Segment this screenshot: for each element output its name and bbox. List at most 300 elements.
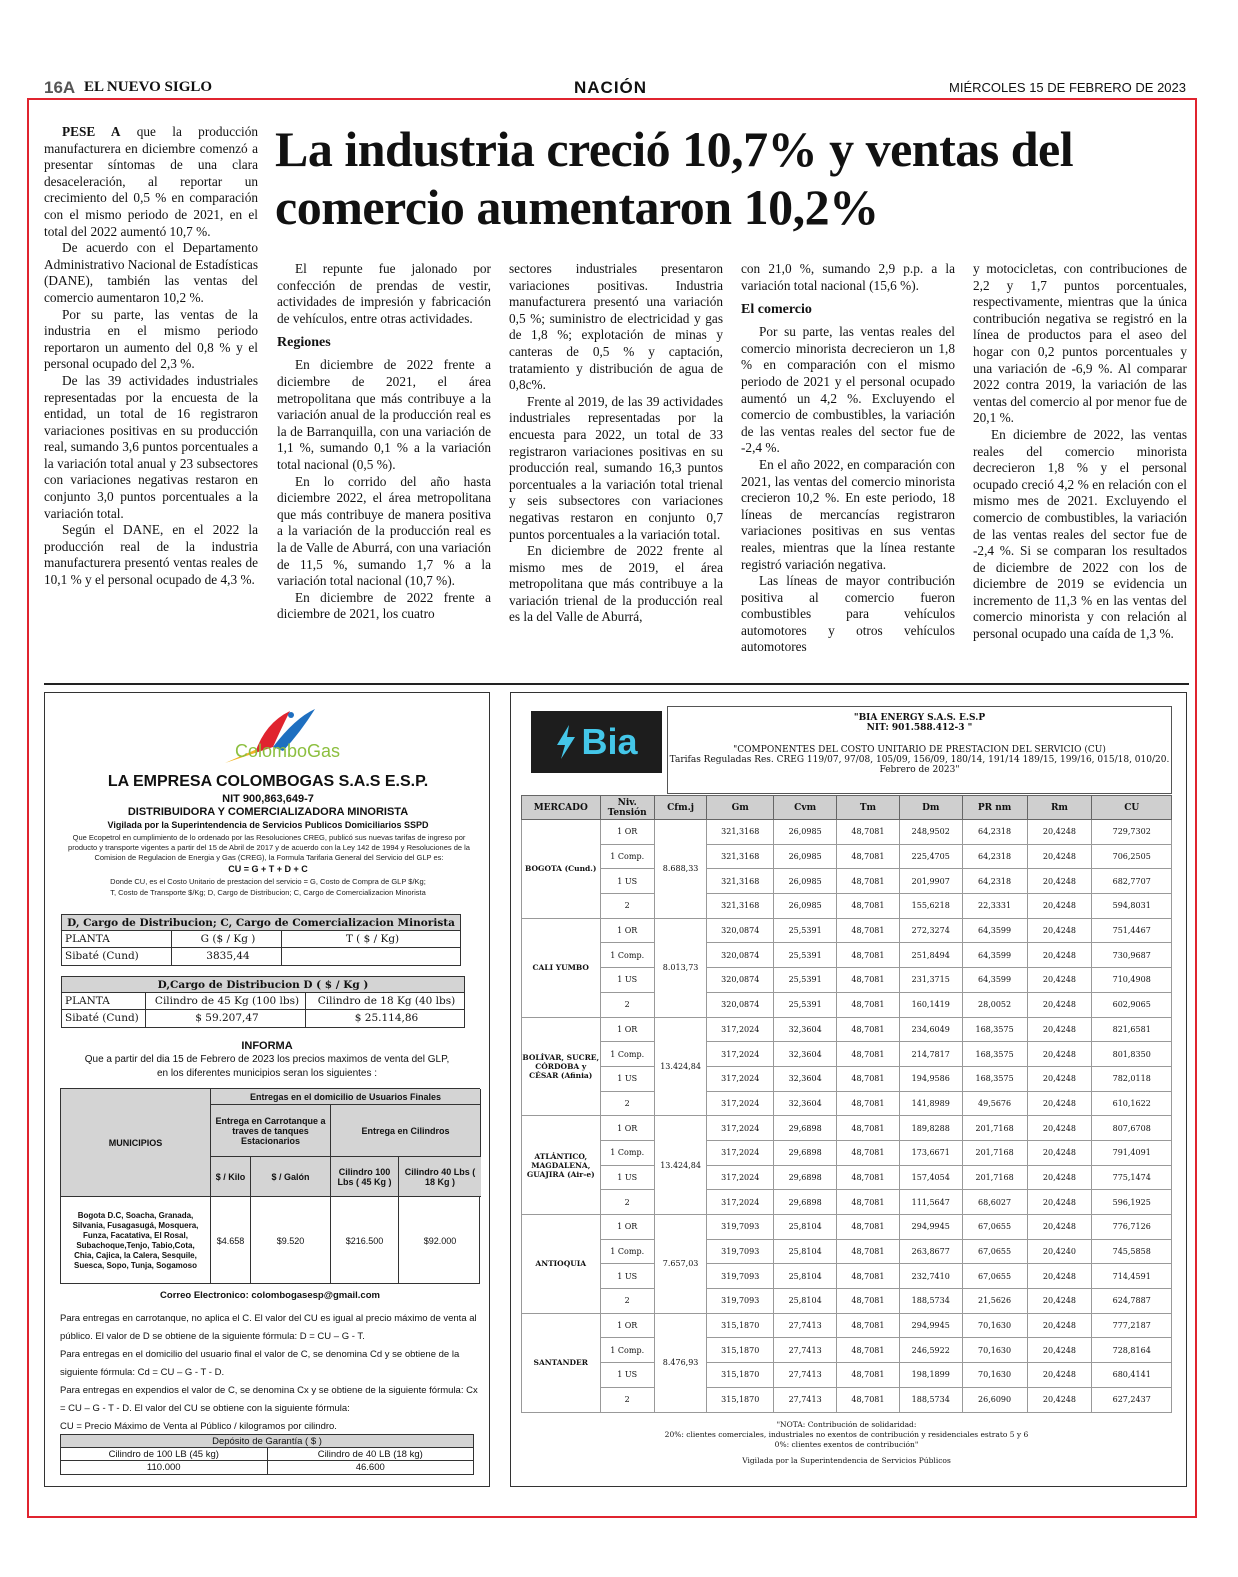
table-cell: 20,4248 bbox=[1027, 943, 1092, 968]
masthead bbox=[44, 78, 1194, 100]
table-row: Sibaté (Cund) 3835,44 bbox=[62, 948, 460, 965]
table-cell: 321,3168 bbox=[707, 844, 774, 869]
header-kilo: $ / Kilo bbox=[211, 1157, 251, 1197]
table-cell: 64,2318 bbox=[962, 820, 1027, 845]
table-cell: 198,1899 bbox=[899, 1363, 962, 1388]
table-cell: 48,7081 bbox=[837, 992, 900, 1017]
table-cell: 48,7081 bbox=[837, 844, 900, 869]
table-row bbox=[522, 1066, 1172, 1091]
table-row bbox=[522, 1091, 1172, 1116]
article-column-1 bbox=[44, 124, 258, 589]
company-type: DISTRIBUIDORA Y COMERCIALIZADORA MINORISTA bbox=[127, 806, 409, 818]
price-cilindro-40: $92.000 bbox=[423, 1235, 457, 1246]
table-cell: 319,7093 bbox=[707, 1215, 774, 1240]
table-cell: 610,1622 bbox=[1092, 1091, 1172, 1116]
voltage-level: 1 OR bbox=[600, 1215, 654, 1240]
table-row: 110.000 46.600 bbox=[61, 1461, 473, 1474]
paragraph: Frente al 2019, de las 39 actividades industriales representadas por la encuesta para 2022, un total de 33 registraron variaciones positivas en su producción real, sumando 16,3 puntos porcentuales a la variación total trienal y seis subsectores con variaciones negativas restaron en conjunto 0,7 puntos porcentuales a la variación total. bbox=[509, 393, 723, 542]
table-cell: 48,7081 bbox=[837, 1017, 900, 1042]
bia-company: "BIA ENERGY S.A.S. E.S.P bbox=[853, 713, 986, 723]
table-cell: 168,3575 bbox=[962, 1042, 1027, 1067]
table-cell: 20,4248 bbox=[1027, 918, 1092, 943]
table-cell: 20,4248 bbox=[1027, 1116, 1092, 1141]
table-title: D,Cargo de Distribucion D ( $ / Kg ) bbox=[62, 977, 464, 993]
table-cell: 28,0052 bbox=[962, 992, 1027, 1017]
table-cell: 48,7081 bbox=[837, 943, 900, 968]
table-cell: 25,8104 bbox=[774, 1264, 837, 1289]
table-cell: 168,3575 bbox=[962, 1066, 1027, 1091]
subheading-regiones: Regiones bbox=[277, 335, 331, 351]
voltage-level: 2 bbox=[600, 894, 654, 919]
voltage-level: 2 bbox=[600, 992, 654, 1017]
table-cell: 317,2024 bbox=[707, 1140, 774, 1165]
voltage-level: 1 US bbox=[600, 869, 654, 894]
note: Para entregas en carrotanque, no aplica el C. El valor del CU es igual al precio máximo de venta al público. El valor de D se obtiene de la siguiente fórmula: D = CU – G - T. bbox=[60, 1313, 477, 1342]
table-cell: 188,5734 bbox=[899, 1289, 962, 1314]
table-cell: 728,8164 bbox=[1092, 1338, 1172, 1363]
vigilada-text: Vigilada por la Superintendencia de Servicios Publicos Domiciliarios SSPD bbox=[107, 820, 429, 830]
table-cell: 48,7081 bbox=[837, 820, 900, 845]
table-cell: 111,5647 bbox=[899, 1190, 962, 1215]
table-cell: 21,5626 bbox=[962, 1289, 1027, 1314]
informa-title: INFORMA bbox=[241, 1040, 293, 1052]
table-cell: 20,4248 bbox=[1027, 1066, 1092, 1091]
colombogas-logo bbox=[195, 703, 375, 765]
table-cell: 201,9907 bbox=[899, 869, 962, 894]
article-headline: La industria creció 10,7% y ventas del comercio aumentaron 10,2% bbox=[275, 121, 1074, 235]
tariff-formula: CU = G + T + D + C bbox=[228, 864, 308, 874]
table-cell: 48,7081 bbox=[837, 1140, 900, 1165]
table-cell: 48,7081 bbox=[837, 1190, 900, 1215]
table-row bbox=[522, 1116, 1172, 1141]
table-cell: 729,7302 bbox=[1092, 820, 1172, 845]
table-cell: 214,7817 bbox=[899, 1042, 962, 1067]
paragraph: De acuerdo con el Departamento Administrativo Nacional de Estadísticas (DANE), también las ventas del comercio aumentaron 10,2 %. bbox=[44, 240, 258, 305]
table-cell: 320,0874 bbox=[707, 943, 774, 968]
table-row bbox=[522, 1313, 1172, 1338]
bia-footer bbox=[521, 1420, 1172, 1466]
table-cell: 231,3715 bbox=[899, 968, 962, 993]
table-cell: 317,2024 bbox=[707, 1165, 774, 1190]
table-row bbox=[522, 1215, 1172, 1240]
table-cell: 20,4248 bbox=[1027, 1165, 1092, 1190]
table-cell: 25,5391 bbox=[774, 918, 837, 943]
table-cell: 25,8104 bbox=[774, 1289, 837, 1314]
voltage-level: 1 US bbox=[600, 1165, 654, 1190]
table-cell: 317,2024 bbox=[707, 1017, 774, 1042]
paragraph: En diciembre de 2022 frente al mismo mes de 2019, el área metropolitana que más contribuye a la variación trienal de la producción real es la del Valle de Aburrá, bbox=[509, 543, 723, 625]
table-row bbox=[522, 992, 1172, 1017]
table-cell: 20,4248 bbox=[1027, 968, 1092, 993]
table-cell: 49,5676 bbox=[962, 1091, 1027, 1116]
table-cell: 20,4248 bbox=[1027, 1215, 1092, 1240]
logo-wordmark: ColomboGas bbox=[235, 741, 341, 761]
table-cell: 319,7093 bbox=[707, 1239, 774, 1264]
header-galon: $ / Galón bbox=[251, 1157, 331, 1197]
voltage-level: 1 US bbox=[600, 1363, 654, 1388]
table-cell: 317,2024 bbox=[707, 1116, 774, 1141]
paragraph: Por su parte, las ventas reales del comercio minorista decrecieron un 1,8 % en comparación con el mismo periodo de 2021 y el personal ocupado aumentó un 4,2 %. Excluyendo el comercio de combustibles, la variación de las ventas reales del sector fue de -2,4 %. bbox=[741, 324, 955, 456]
table-cell: 64,3599 bbox=[962, 968, 1027, 993]
table-cell: 225,4705 bbox=[899, 844, 962, 869]
header-cilindros: Entrega en Cilindros bbox=[331, 1105, 481, 1157]
table-cell: 25,8104 bbox=[774, 1215, 837, 1240]
table-cell: 48,7081 bbox=[837, 1313, 900, 1338]
article-column-5 bbox=[973, 261, 1187, 643]
table-row bbox=[522, 1289, 1172, 1314]
table-cell: 20,4248 bbox=[1027, 1387, 1092, 1412]
market-name: BOGOTA (Cund.) bbox=[522, 820, 601, 919]
table-cell: 29,6898 bbox=[774, 1116, 837, 1141]
table-cell: 70,1630 bbox=[962, 1363, 1027, 1388]
voltage-level: 1 US bbox=[600, 1264, 654, 1289]
voltage-level: 1 OR bbox=[600, 918, 654, 943]
table-cell: 168,3575 bbox=[962, 1017, 1027, 1042]
paragraph: con 21,0 %, sumando 2,9 p.p. a la variación total nacional (15,6 %). bbox=[741, 261, 955, 293]
table-cell: 29,6898 bbox=[774, 1190, 837, 1215]
issue-date: MIÉRCOLES 15 DE FEBRERO DE 2023 bbox=[949, 80, 1186, 95]
paragraph: De las 39 actividades industriales representadas por la encuesta de la entidad, un total de 16 registraron variaciones positivas en su producción real, sumando 3,6 puntos porcentuales a la variación total anual y 23 subsectores con variaciones negativas restaron en conjunto 3,0 puntos porcentuales a la variación total. bbox=[44, 372, 258, 521]
table-cell: 251,8494 bbox=[899, 943, 962, 968]
table-cell: 20,4248 bbox=[1027, 844, 1092, 869]
table-cell: 320,0874 bbox=[707, 968, 774, 993]
table-row bbox=[522, 943, 1172, 968]
table-cell: 67,0655 bbox=[962, 1239, 1027, 1264]
table-cell: 317,2024 bbox=[707, 1190, 774, 1215]
section-divider bbox=[44, 683, 1189, 685]
bia-period: Febrero de 2023" bbox=[879, 765, 960, 775]
table-cell: 32,3604 bbox=[774, 1042, 837, 1067]
table-cell: 188,5734 bbox=[899, 1387, 962, 1412]
table-cell: 791,4091 bbox=[1092, 1140, 1172, 1165]
table-cell: 321,3168 bbox=[707, 869, 774, 894]
paragraph: En diciembre de 2022 frente a diciembre de 2021, los cuatro bbox=[277, 589, 491, 622]
table-cell: 26,0985 bbox=[774, 869, 837, 894]
table-cell: 27,7413 bbox=[774, 1313, 837, 1338]
column-header: MERCADO bbox=[522, 796, 601, 820]
table-cell: 317,2024 bbox=[707, 1091, 774, 1116]
table-cell: 20,4248 bbox=[1027, 1091, 1092, 1116]
note: CU = Precio Máximo de Venta al Público / kilogramos por cilindro. bbox=[60, 1421, 337, 1432]
table-cell: 20,4248 bbox=[1027, 1190, 1092, 1215]
table-cell: 48,7081 bbox=[837, 1239, 900, 1264]
table-cell: 315,1870 bbox=[707, 1313, 774, 1338]
bia-note: 20%: clientes comerciales, industriales no exentos de contribución y residenciales estrato 5 y 6 bbox=[664, 1430, 1029, 1439]
table-cell: 194,9586 bbox=[899, 1066, 962, 1091]
table-cell: 48,7081 bbox=[837, 1091, 900, 1116]
table-cell: 64,2318 bbox=[962, 869, 1027, 894]
paragraph: sectores industriales presentaron variaciones positivas. Industria manufacturera presentó una variación 0,5 %; suministro de electricidad y gas de 1,8 %; explotación de minas y canteras de 0,5 % y captación, tratamiento y distribución de agua de 0,8c%. bbox=[509, 261, 723, 393]
table-cell: 246,5922 bbox=[899, 1338, 962, 1363]
table-cell: 25,5391 bbox=[774, 992, 837, 1017]
table-cell: 20,4240 bbox=[1027, 1239, 1092, 1264]
deposit-table bbox=[60, 1434, 474, 1475]
cfm-value: 8.476,93 bbox=[654, 1313, 706, 1412]
table-cell: 48,7081 bbox=[837, 1363, 900, 1388]
contact-email: Correo Electronico: colombogasesp@gmail.com bbox=[160, 1290, 380, 1301]
company-nit: NIT 900,863,649-7 bbox=[222, 793, 314, 805]
market-name: ANTIOQUIA bbox=[522, 1215, 601, 1314]
page-number: 16A bbox=[44, 78, 76, 97]
bia-vigilada: Vigilada por la Superintendencia de Servicios Públicos bbox=[742, 1456, 951, 1465]
bia-subtitle: "COMPONENTES DEL COSTO UNITARIO DE PRESTACION DEL SERVICIO (CU) bbox=[733, 745, 1106, 755]
paragraph: Según el DANE, en el 2022 la producción real de la industria manufacturera presentó ventas reales de 10,1 % y el personal ocupado de 4,3 %. bbox=[44, 522, 258, 588]
table-cell: 706,2505 bbox=[1092, 844, 1172, 869]
distribution-charge-table bbox=[61, 914, 461, 966]
table-row bbox=[522, 1239, 1172, 1264]
voltage-level: 1 OR bbox=[600, 1017, 654, 1042]
table-cell: 20,4248 bbox=[1027, 1363, 1092, 1388]
table-row bbox=[522, 918, 1172, 943]
table-cell: 20,4248 bbox=[1027, 992, 1092, 1017]
table-cell: 48,7081 bbox=[837, 1066, 900, 1091]
column-header: CU bbox=[1092, 796, 1172, 820]
table-cell: 319,7093 bbox=[707, 1264, 774, 1289]
table-title: D, Cargo de Distribucion; C, Cargo de Comercializacion Minorista bbox=[62, 915, 460, 931]
table-cell: 189,8288 bbox=[899, 1116, 962, 1141]
note: Para entregas en expendios el valor de C, se denomina Cx y se obtiene de la siguiente fórmula: Cx = CU – G - T - D. El valor del CU se obtiene con la siguiente fórmula: bbox=[60, 1385, 478, 1414]
table-row bbox=[522, 1190, 1172, 1215]
table-cell: 201,7168 bbox=[962, 1116, 1027, 1141]
table-cell: 32,3604 bbox=[774, 1066, 837, 1091]
table-cell: 320,0874 bbox=[707, 992, 774, 1017]
table-cell: 48,7081 bbox=[837, 1116, 900, 1141]
table-cell: 27,7413 bbox=[774, 1363, 837, 1388]
table-cell: 20,4248 bbox=[1027, 1264, 1092, 1289]
table-cell: 64,2318 bbox=[962, 844, 1027, 869]
table-row bbox=[522, 820, 1172, 845]
paragraph: En el año 2022, en comparación con 2021, las ventas del comercio minorista crecieron 10,2 %. En este periodo, 18 líneas de mercancías registraron variaciones positivas en sus ventas reales, mientras que la línea restante registró variación negativa. bbox=[741, 456, 955, 572]
table-cell: 20,4248 bbox=[1027, 1313, 1092, 1338]
table-row: PLANTA G ($ / Kg ) T ( $ / Kg) bbox=[62, 931, 460, 948]
table-cell: 319,7093 bbox=[707, 1289, 774, 1314]
voltage-level: 1 Comp. bbox=[600, 1239, 654, 1264]
table-cell: 32,3604 bbox=[774, 1017, 837, 1042]
table-cell: 596,1925 bbox=[1092, 1190, 1172, 1215]
paragraph: En lo corrido del año hasta diciembre 2022, el área metropolitana que más contribuye de manera positiva a la variación de la producción real es la de Valle de Aburrá, con una variación de 11,5 %, sumando 1,7 % a la variación total nacional (10,7 %). bbox=[277, 473, 491, 589]
table-cell: 48,7081 bbox=[837, 1215, 900, 1240]
voltage-level: 2 bbox=[600, 1091, 654, 1116]
table-cell: 26,0985 bbox=[774, 820, 837, 845]
market-name: CALI YUMBO bbox=[522, 918, 601, 1017]
table-cell: 730,9687 bbox=[1092, 943, 1172, 968]
formula-definition-2: T, Costo de Transporte $/Kg; D, Cargo de Distribucion; C, Cargo de Comercializacion Minorista bbox=[110, 888, 426, 897]
informa-text-2: en los diferentes municipios seran los siguientes : bbox=[156, 1068, 378, 1079]
table-cell: 776,7126 bbox=[1092, 1215, 1172, 1240]
table-cell: 294,9945 bbox=[899, 1313, 962, 1338]
table-row bbox=[61, 1435, 473, 1448]
table-cell: 67,0655 bbox=[962, 1215, 1027, 1240]
table-cell: 751,4467 bbox=[1092, 918, 1172, 943]
table-cell: 801,8350 bbox=[1092, 1042, 1172, 1067]
table-row: PLANTA Cilindro de 45 Kg (100 lbs) Cilindro de 18 Kg (40 lbs) bbox=[62, 993, 464, 1010]
table-cell: 745,5858 bbox=[1092, 1239, 1172, 1264]
informa-text-1: Que a partir del dia 15 de Febrero de 2023 los precios maximos de venta del GLP, bbox=[84, 1054, 450, 1065]
price-cilindro-100: $216.500 bbox=[331, 1197, 399, 1284]
table-cell: 48,7081 bbox=[837, 968, 900, 993]
table-row bbox=[522, 1338, 1172, 1363]
tariff-intro: Que Ecopetrol en cumplimiento de lo ordenado por las Resoluciones CREG, publicó sus nuevas tarifas de ingreso por producto y transporte vigentes a partir del 15 de Abril de 2017 y de acuerdo con la Ley 142 de 1994 y Resoluciones de la Comision de Regulacion de Energia y Gas (CREG), la Formula Tarifaria General del Servicio del GLP es: bbox=[68, 833, 470, 862]
table-cell: 26,0985 bbox=[774, 844, 837, 869]
table-cell: 777,2187 bbox=[1092, 1313, 1172, 1338]
table-cell: 64,3599 bbox=[962, 943, 1027, 968]
cfm-value: 7.657,03 bbox=[654, 1215, 706, 1314]
cfm-value: 13.424,84 bbox=[654, 1017, 706, 1116]
table-row bbox=[522, 968, 1172, 993]
article-column-2 bbox=[277, 261, 491, 623]
table-row: Sibaté (Cund) $ 59.207,47 $ 25.114,86 bbox=[62, 1010, 464, 1027]
table-cell: 26,0985 bbox=[774, 894, 837, 919]
bia-header bbox=[667, 706, 1172, 794]
company-name: LA EMPRESA COLOMBOGAS S.A.S E.S.P. bbox=[107, 773, 429, 790]
table-cell: 775,1474 bbox=[1092, 1165, 1172, 1190]
table-cell: 67,0655 bbox=[962, 1264, 1027, 1289]
table-cell: 20,4248 bbox=[1027, 1289, 1092, 1314]
voltage-level: 1 Comp. bbox=[600, 1338, 654, 1363]
table-cell: 263,8677 bbox=[899, 1239, 962, 1264]
price-galon: $9.520 bbox=[251, 1197, 331, 1284]
table-cell: 68,6027 bbox=[962, 1190, 1027, 1215]
deposit-title: Depósito de Garantía ( $ ) bbox=[212, 1436, 322, 1447]
table-cell: 20,4248 bbox=[1027, 869, 1092, 894]
column-header: Tm bbox=[837, 796, 900, 820]
voltage-level: 2 bbox=[600, 1190, 654, 1215]
table-row bbox=[522, 894, 1172, 919]
table-cell: 70,1630 bbox=[962, 1338, 1027, 1363]
table-row: Cilindro de 100 LB (45 kg) Cilindro de 40 LB (18 kg) bbox=[61, 1448, 473, 1461]
table-cell: 48,7081 bbox=[837, 1387, 900, 1412]
column-header: Cfm.j bbox=[654, 796, 706, 820]
table-cell: 48,7081 bbox=[837, 894, 900, 919]
cylinder-charge-table bbox=[61, 976, 465, 1028]
table-cell: 141,8989 bbox=[899, 1091, 962, 1116]
table-cell: 20,4248 bbox=[1027, 1042, 1092, 1067]
table-cell: 807,6708 bbox=[1092, 1116, 1172, 1141]
table-cell: 27,7413 bbox=[774, 1338, 837, 1363]
table-cell: 20,4248 bbox=[1027, 1140, 1092, 1165]
bia-note: "NOTA: Contribución de solidaridad: bbox=[776, 1420, 917, 1429]
table-cell: 25,5391 bbox=[774, 968, 837, 993]
market-name: SANTANDER bbox=[522, 1313, 601, 1412]
column-header: Gm bbox=[707, 796, 774, 820]
table-cell: 294,9945 bbox=[899, 1215, 962, 1240]
table-cell: 20,4248 bbox=[1027, 894, 1092, 919]
table-cell: 48,7081 bbox=[837, 1289, 900, 1314]
paragraph: El repunte fue jalonado por confección de prendas de vestir, actividades de impresión y fabricación de vehículos, entre otras actividades. bbox=[277, 261, 491, 326]
column-header: Niv. Tensión bbox=[600, 796, 654, 820]
table-cell: 594,8031 bbox=[1092, 894, 1172, 919]
table-cell: 29,6898 bbox=[774, 1165, 837, 1190]
table-cell: 821,6581 bbox=[1092, 1017, 1172, 1042]
price-kilo: $4.658 bbox=[211, 1197, 251, 1284]
cfm-value: 8.013,73 bbox=[654, 918, 706, 1017]
table-cell: 155,6218 bbox=[899, 894, 962, 919]
paragraph: y motocicletas, con contribuciones de 2,2 y 1,7 puntos porcentuales, respectivamente, mientras que la única contribución negativa se registró en la línea de productos para el aseo del hogar con 0,2 puntos porcentuales y una variación de -6,9 %. Al comparar 2022 contra 2019, la variación de las ventas del comercio al por menor fue de 20,1 %. bbox=[973, 261, 1187, 426]
table-cell: 320,0874 bbox=[707, 918, 774, 943]
article-column-3 bbox=[509, 261, 723, 626]
table-cell: 29,6898 bbox=[774, 1140, 837, 1165]
voltage-level: 2 bbox=[600, 1289, 654, 1314]
table-row bbox=[522, 1363, 1172, 1388]
table-cell: 48,7081 bbox=[837, 1165, 900, 1190]
table-cell: 315,1870 bbox=[707, 1363, 774, 1388]
lightning-icon bbox=[555, 725, 577, 759]
header-municipios: MUNICIPIOS bbox=[61, 1089, 211, 1197]
table-header-row bbox=[522, 796, 1172, 820]
table-cell: 602,9065 bbox=[1092, 992, 1172, 1017]
paragraph: Las líneas de mayor contribución positiva al comercio fueron combustibles para vehículos automotores y otros vehículos automotores bbox=[741, 573, 955, 655]
bia-nit: NIT: 901.588.412-3 " bbox=[866, 723, 973, 733]
table-cell: 20,4248 bbox=[1027, 1017, 1092, 1042]
cfm-value: 13.424,84 bbox=[654, 1116, 706, 1215]
table-cell: 32,3604 bbox=[774, 1091, 837, 1116]
voltage-level: 1 OR bbox=[600, 1116, 654, 1141]
table-cell: 248,9502 bbox=[899, 820, 962, 845]
bia-tariff-table bbox=[521, 795, 1172, 1413]
table-cell: 201,7168 bbox=[962, 1165, 1027, 1190]
table-cell: 26,6090 bbox=[962, 1387, 1027, 1412]
voltage-level: 1 Comp. bbox=[600, 844, 654, 869]
bia-logo-text: Bia bbox=[581, 721, 638, 762]
table-row bbox=[522, 1387, 1172, 1412]
table-cell: 20,4248 bbox=[1027, 820, 1092, 845]
article-column-4 bbox=[741, 261, 955, 656]
table-row bbox=[522, 1140, 1172, 1165]
cfm-value: 8.688,33 bbox=[654, 820, 706, 919]
table-cell: 160,1419 bbox=[899, 992, 962, 1017]
table-cell: 173,6671 bbox=[899, 1140, 962, 1165]
header-domicilio: Entregas en el domicilio de Usuarios Finales bbox=[211, 1089, 481, 1105]
lead-kicker: PESE A bbox=[62, 124, 121, 139]
table-cell: 627,2437 bbox=[1092, 1387, 1172, 1412]
table-cell: 25,8104 bbox=[774, 1239, 837, 1264]
bia-regulations: Tarifas Reguladas Res. CREG 119/07, 97/08, 105/09, 156/09, 180/14, 191/14 189/15, 199/16, 015/18, 010/20. bbox=[669, 755, 1170, 765]
table-cell: 48,7081 bbox=[837, 869, 900, 894]
header-carrotanque: Entrega en Carrotanque a traves de tanques Estacionarios bbox=[211, 1105, 331, 1157]
paragraph: PESE A que la producción manufacturera en diciembre comenzó a presentar síntomas de una clara desaceleración, al reportar un crecimiento del 0,5 % en comparación con el mismo periodo de 2021, en el total del 2022 aumentó 10,7 %. bbox=[44, 124, 258, 239]
table-cell: 70,1630 bbox=[962, 1313, 1027, 1338]
table-cell: 680,4141 bbox=[1092, 1363, 1172, 1388]
paragraph: En diciembre de 2022 frente a diciembre de 2021, el área metropolitana que más contribuye a la variación anual de la producción real es la de Barranquilla, con una variación de 1,1 %, sumando 0,1 % a la variación total nacional (0,5 %). bbox=[277, 357, 491, 472]
formula-definition-1: Donde CU, es el Costo Unitario de prestacion del servicio = G, Costo de Compra de GLP $/Kg; bbox=[110, 877, 426, 886]
voltage-level: 1 OR bbox=[600, 820, 654, 845]
table-cell: 25,5391 bbox=[774, 943, 837, 968]
table-cell: 157,4054 bbox=[899, 1165, 962, 1190]
voltage-level: 2 bbox=[600, 1387, 654, 1412]
bia-note: 0%: clientes exentos de contribución" bbox=[774, 1440, 919, 1449]
table-cell: 321,3168 bbox=[707, 820, 774, 845]
paragraph: Por su parte, las ventas de la industria en el mismo periodo reportaron un aumento del 0,8 % y el personal ocupado del 2,3 %. bbox=[44, 306, 258, 372]
newspaper-name: EL NUEVO SIGLO bbox=[84, 79, 213, 95]
table-cell: 315,1870 bbox=[707, 1387, 774, 1412]
voltage-level: 1 US bbox=[600, 968, 654, 993]
table-cell: 22,3331 bbox=[962, 894, 1027, 919]
table-row bbox=[522, 1017, 1172, 1042]
table-cell: 710,4908 bbox=[1092, 968, 1172, 993]
table-cell: 232,7410 bbox=[899, 1264, 962, 1289]
table-cell: 48,7081 bbox=[837, 1264, 900, 1289]
note: Para entregas en el domicilio del usuario final el valor de C, se denomina Cd y se obtiene de la siguiente fórmula: Cd = CU – G - T - D. bbox=[60, 1349, 460, 1378]
voltage-level: 1 Comp. bbox=[600, 943, 654, 968]
market-name: ATLÁNTICO, MAGDALENA, GUAJIRA (Air-e) bbox=[522, 1116, 601, 1215]
table-cell: 20,4248 bbox=[1027, 1338, 1092, 1363]
table-cell: 234,6049 bbox=[899, 1017, 962, 1042]
table-cell: 201,7168 bbox=[962, 1140, 1027, 1165]
table-cell: 317,2024 bbox=[707, 1042, 774, 1067]
column-header: Cvm bbox=[774, 796, 837, 820]
table-cell: 321,3168 bbox=[707, 894, 774, 919]
column-header: PR nm bbox=[962, 796, 1027, 820]
